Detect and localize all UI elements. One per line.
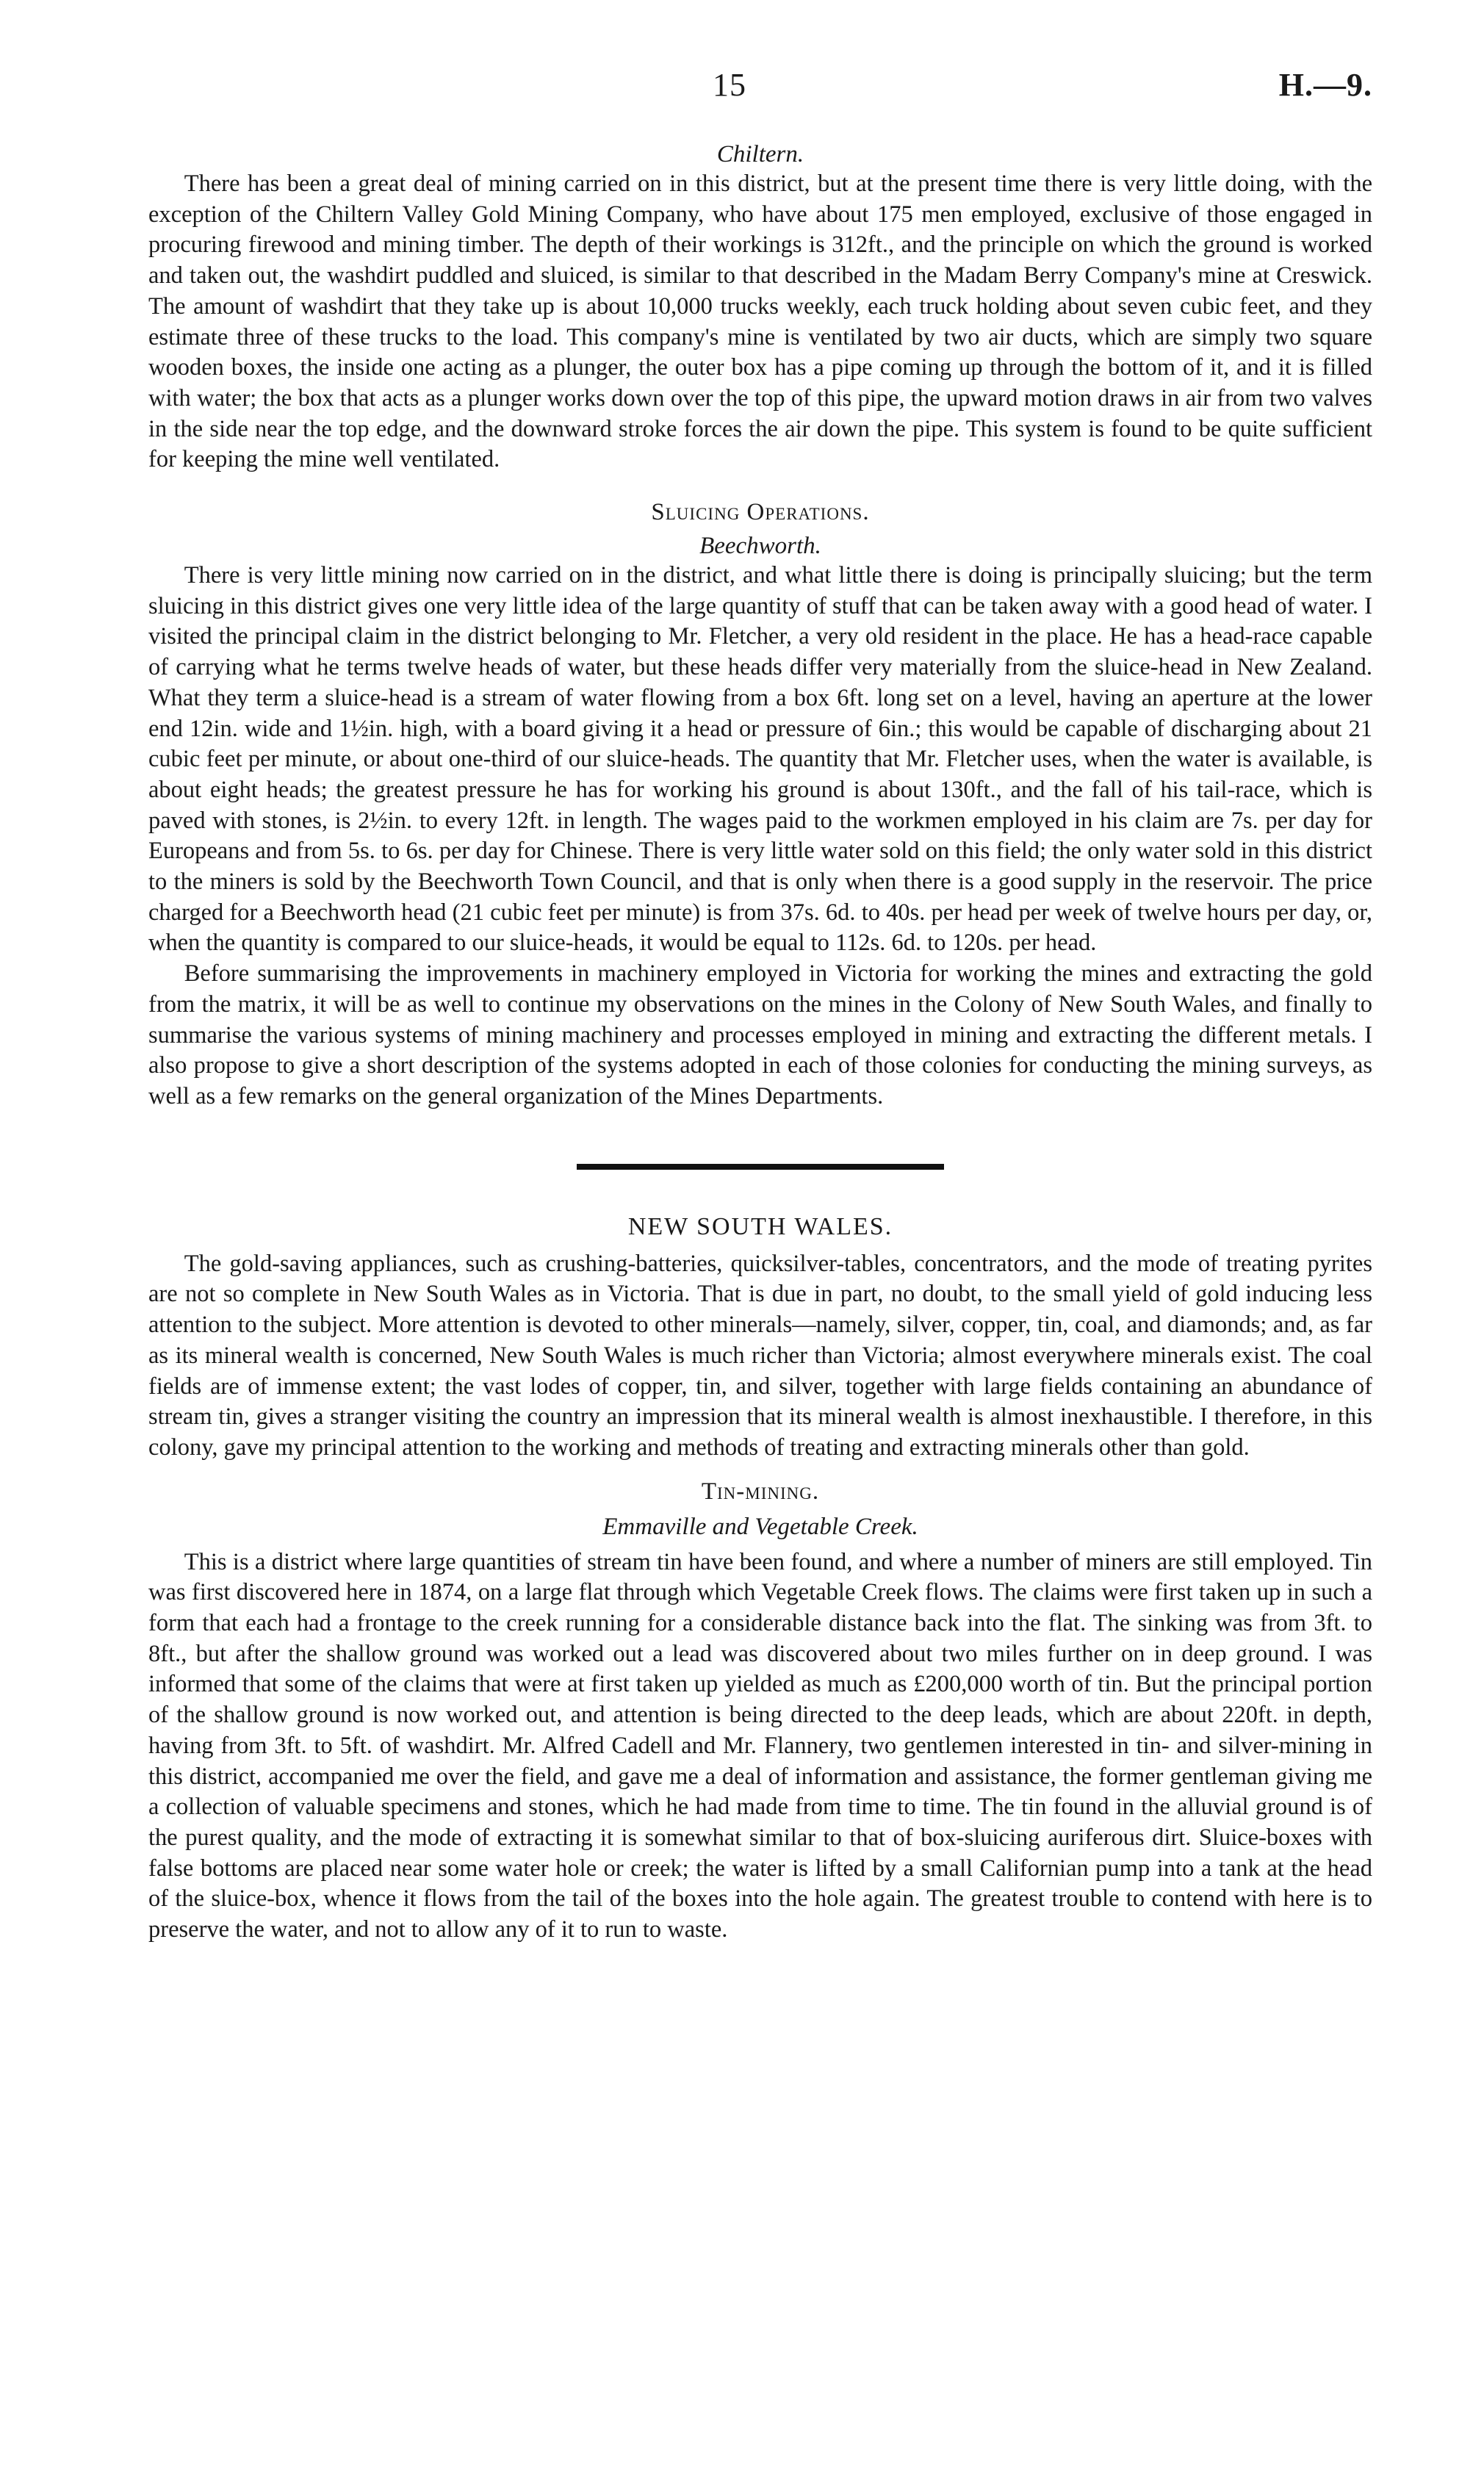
subheading-beechworth: Beechworth. [699,533,821,560]
paragraph-nsw-1: The gold-saving appliances, such as crushing-batteries, quicksilver-tables, concentrators, and the mode of treating pyrites are not so complete in New South Wales as in Victoria. That is due in part, no doubt, to the small yield of gold inducing less attention to the subject. More attention is devoted to other minerals—namely, silver, copper, tin, coal, and diamonds; and, as far as its mineral wealth is concerned, New South Wales is much richer than Victoria; almost everywhere minerals exist. The coal fields are of immense extent; the vast lodes of copper, tin, and silver, together with large fields containing an abundance of stream tin, gives a stranger visiting the country an impression that its mineral wealth is almost inexhaustible. I therefore, in this colony, gave my principal attention to the working and methods of treating and extracting minerals other than gold. [148,1250,1372,1461]
section-heading-tin-mining: Tin-mining. [701,1478,820,1505]
document-page [148,0,1372,1946]
page-number: 15 [713,67,746,103]
section-heading-sluicing: Sluicing Operations. [651,499,870,526]
divider-bar [577,1164,944,1170]
paragraph-chiltern-1: There has been a great deal of mining carried on in this district, but at the present time there is very little doing, with the exception of the Chiltern Valley Gold Mining Company, who have about 175 men employed, exclusive of those engaged in procuring firewood and mining timber. The depth of their workings is 312ft., and the principle on which the ground is worked and taken out, the washdirt puddled and sluiced, is similar to that described in the Madam Berry Company's mine at Creswick. The amount of washdirt that they take up is about 10,000 trucks weekly, each truck holding about seven cubic feet, and they estimate three of these trucks to the load. This company's mine is ventilated by two air ducts, which are simply two square wooden boxes, the inside one acting as a plunger, the outer box has a pipe coming up through the bottom of it, and it is filled with water; the box that acts as a plunger works down over the top of this pipe, the upward motion draws in air from two valves in the side near the top edge, and the downward stroke forces the air down the pipe. This system is found to be quite sufficient for keeping the mine well ventilated. [148,170,1372,473]
section-heading-chiltern: Chiltern. [716,141,804,168]
document-code: H.—9. [1278,67,1372,103]
paragraph-beechworth-2: Before summarising the improvements in machinery employed in Victoria for working the mines and extracting the gold from the matrix, it will be as well to continue my observations on the mines in the Colony of New South Wales, and finally to summarise the various systems of mining machinery and processes employed in mining and extracting the different metals. I also propose to give a short description of the systems adopted in each of those colonies for conducting the mining surveys, as well as a few remarks on the general organization of the Mines Departments. [148,960,1372,1109]
page-header [148,0,1372,118]
subheading-emmaville: Emmaville and Vegetable Creek. [602,1513,918,1540]
section-chiltern [148,140,1372,475]
section-divider-rule [148,1164,1372,1170]
section-tin-mining [148,1477,1372,1946]
section-sluicing-operations [148,497,1372,1112]
section-new-south-wales [148,1211,1372,1464]
paragraph-emmaville-1: This is a district where large quantities of stream tin have been found, and where a number of miners are still employed. Tin was first discovered here in 1874, on a large flat through which Vegetable Creek flows. The claims were first taken up in such a form that each had a frontage to the creek running for a considerable distance back into the flat. The sinking was from 3ft. to 8ft., but after the shallow ground was worked out a lead was discovered about two miles further on in deep ground. I was informed that some of the claims that were at first taken up yielded as much as £200,000 worth of tin. But the principal portion of the shallow ground is now worked out, and attention is being directed to the deep leads, which are about 220ft. in depth, having from 3ft. to 5ft. of washdirt. Mr. Alfred Cadell and Mr. Flannery, two gentlemen interested in tin- and silver-mining in this district, accompanied me over the field, and gave me a deal of information and assistance, the former gentleman giving me a collection of valuable specimens and stones, which he had made from time to time. The tin found in the alluvial ground is of the purest quality, and the mode of extracting it is somewhat similar to that of box-sluicing auriferous dirt. Sluice-boxes with false bottoms are placed near some water hole or creek; the water is lifted by a small Californian pump into a tank at the head of the sluice-box, whence it flows from the tail of the boxes into the hole again. The greatest trouble to contend with here is to preserve the water, and not to allow any of it to run to waste. [148,1548,1372,1943]
section-heading-new-south-wales: NEW SOUTH WALES. [627,1212,893,1240]
paragraph-beechworth-1: There is very little mining now carried on in the district, and what little there is doing is principally sluicing; but the term sluicing in this district gives one very little idea of the large quantity of stuff that can be taken away with a good head of water. I visited the principal claim in the district belonging to Mr. Fletcher, a very old resident in the place. He has a head-race capable of carrying what he terms twelve heads of water, but these heads differ very materially from the sluice-head in New Zealand. What they term a sluice-head is a stream of water flowing from a box 6ft. long set on a level, having an aperture at the lower end 12in. wide and 1½in. high, with a board giving it a head or pressure of 6in.; this would be capable of discharging about 21 cubic feet per minute, or about one-third of our sluice-heads. The quantity that Mr. Fletcher uses, when the water is available, is about eight heads; the greatest pressure he has for working his ground is about 130ft., and the fall of his tail-race, which is paved with stones, is 2½in. to every 12ft. in length. The wages paid to the workmen employed in his claim are 7s. per day for Europeans and from 5s. to 6s. per day for Chinese. There is very little water sold on this field; the only water sold in this district to the miners is sold by the Beechworth Town Council, and that is only when there is a good supply in the reservoir. The price charged for a Beechworth head (21 cubic feet per minute) is from 37s. 6d. to 40s. per head per week of twelve hours per day, or, when the quantity is compared to our sluice-heads, it would be equal to 112s. 6d. to 120s. per head. [148,562,1372,957]
